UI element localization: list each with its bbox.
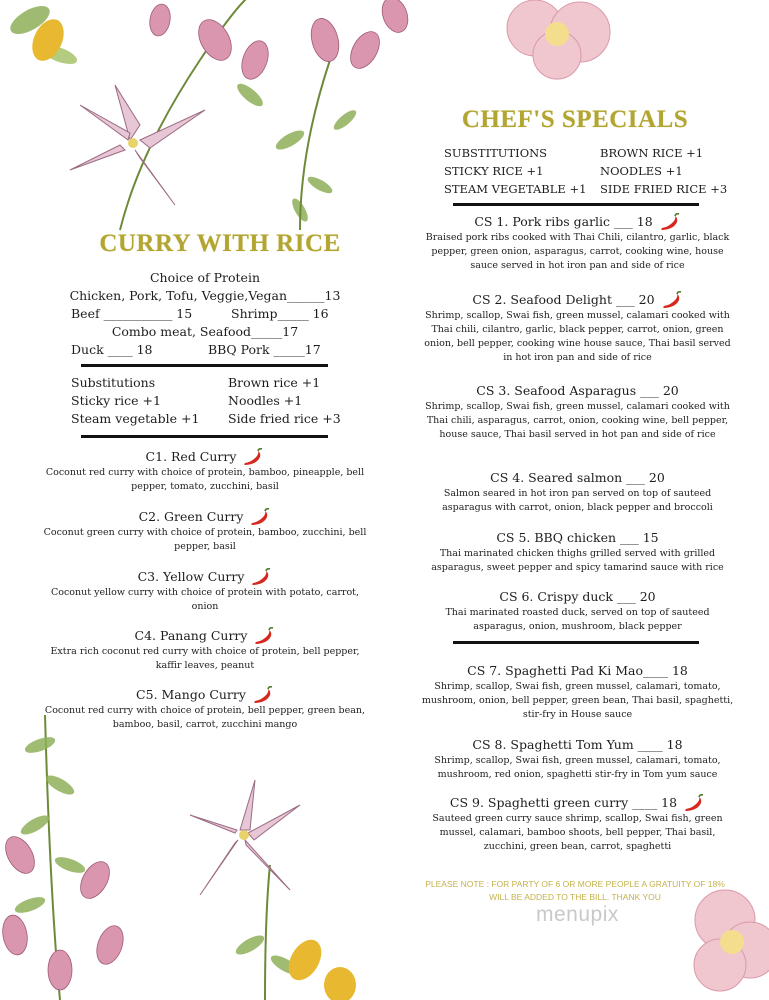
item-name-row [472,736,682,754]
menu-item-cs1 [420,211,735,273]
botanical-illustration-top [0,0,420,250]
item-name: CS 7. Spaghetti Pad Ki Mao____ 18 [467,663,688,678]
divider-chef-2 [453,641,699,644]
item-description: Extra rich coconut red curry with choice of protein, bell pepper, kaffir leaves, peanut [50,646,360,671]
item-description: Sauteed green curry sauce shrimp, scallop, Swai fish, green mussel, calamari, bamboo shoots, bell pepper, Thai basil, zucchini, green bean, carrot, spaghetti [432,813,723,852]
menu-item-c4 [40,625,370,673]
menu-item-cs6 [420,586,735,634]
menu-item-cs3 [420,380,735,442]
item-name-row [146,448,265,466]
item-description: Thai marinated roasted duck, served on top of sauteed asparagus, onion, mushroom, black pepper [445,607,710,632]
sub-right: BROWN RICE +1 [600,146,704,160]
menu-item-c3 [40,566,370,614]
item-name-row [467,662,688,680]
chef-section-title: CHEF'S SPECIALS [461,106,689,133]
item-name: C3. Yellow Curry [137,569,245,584]
item-description: Coconut yellow curry with choice of protein with potato, carrot, onion [50,587,360,612]
item-name: C4. Panang Curry [134,628,248,643]
item-description: Shrimp, scallop, Swai fish, green mussel, calamari, tomato, mushroom, red onion, spaghetti stir-fry in Tom yum sauce [434,755,721,780]
sub-right: Side fried rice +3 [228,411,341,426]
item-name: CS 8. Spaghetti Tom Yum ____ 18 [472,737,683,752]
item-description: Shrimp, scallop, Swai fish, green mussel, calamari, tomato, mushroom, onion, bell pepper, green bean, Thai basil, spaghetti, stir-fry in House sauce [421,681,734,720]
item-name-row [474,213,680,231]
item-description: Coconut red curry with choice of protein, bamboo, pineapple, bell pepper, tomato, zucchini, basil [45,467,365,492]
item-name-row [476,382,678,400]
item-name: C1. Red Curry [145,449,237,464]
menu-item-cs2 [420,289,735,365]
sub-right: Noodles +1 [228,393,303,408]
item-name-row [139,508,272,526]
duck-price: Duck ____ 18 [71,342,153,357]
item-name: CS 5. BBQ chicken ___ 15 [496,530,659,545]
item-description: Shrimp, scallop, Swai fish, green mussel, calamari cooked with Thai chili, asparagus, carrot, onion, cooking wine, bell pepper, house sauce, Thai basil served in hot pan and side of rice [425,401,730,440]
item-description: Salmon seared in hot iron pan served on top of sauteed asparagus with carrot, onion, black pepper and broccoli [442,488,713,513]
shrimp-price: Shrimp_____ 16 [231,306,329,321]
sub-left: Sticky rice +1 [71,393,161,408]
menu-item-cs8 [420,734,735,782]
protein-heading: Choice of Protein [149,270,261,285]
sub-left: Substitutions [71,375,156,390]
sub-left: STEAM VEGETABLE +1 [444,182,587,196]
combo-price: Combo meat, Seafood_____17 [111,324,299,339]
divider-curry-1 [81,364,328,367]
sub-left: STICKY RICE +1 [444,164,544,178]
item-name: CS 3. Seafood Asparagus ___ 20 [476,383,679,398]
rose-illustration-top-right [495,0,625,80]
curry-substitutions [71,374,368,428]
chili-pepper-icon [252,686,274,704]
item-name-row [490,469,665,487]
bbq-pork-price: BBQ Pork _____17 [208,342,321,357]
item-name-row [138,568,273,586]
curry-section-title: CURRY WITH RICE [99,230,341,257]
item-name-row [499,588,655,606]
protein-line-chicken: Chicken, Pork, Tofu, Veggie,Vegan______13 [69,288,341,303]
chili-pepper-icon [250,568,272,586]
chili-pepper-icon [253,627,275,645]
item-description: Braised pork ribs cooked with Thai Chili, cilantro, garlic, black pepper, green onion, asparagus, carrot, cooking wine, house sauce served in hot iron pan and side of rice [425,232,730,271]
item-description: Coconut red curry with choice of protein, bell pepper, green bean, bamboo, basil, carrot, zucchini mango [44,705,366,730]
chili-pepper-icon [683,794,705,812]
sub-right: Brown rice +1 [228,375,321,390]
item-description: Thai marinated chicken thighs grilled served with grilled asparagus, sweet pepper and spicy tamarind sauce with rice [431,548,724,573]
item-name: CS 2. Seafood Delight ___ 20 [472,292,655,307]
sub-right: SIDE FRIED RICE +3 [600,182,728,196]
beef-price: Beef ___________ 15 [71,306,193,321]
gratuity-note: PLEASE NOTE : FOR PARTY OF 6 OR MORE PEOPLE A GRATUITY OF 18% WILL BE ADDED TO THE BILL. THANK YOU [425,879,725,902]
item-name: CS 6. Crispy duck ___ 20 [499,589,656,604]
sub-right: NOODLES +1 [600,164,683,178]
botanical-illustration-bottom [0,715,370,1000]
item-name-row [496,529,658,547]
menu-item-cs9 [420,792,735,854]
item-description: Shrimp, scallop, Swai fish, green mussel, calamari cooked with Thai chili, cilantro, garlic, black pepper, carrot, onion, green onion, bell pepper, cooking wine house sauce, Thai basil served in hot iron pan and side of rice [424,310,731,363]
item-name-row [136,686,274,704]
chili-pepper-icon [661,291,683,309]
item-name: CS 1. Pork ribs garlic ___ 18 [474,214,653,229]
menu-item-cs7 [420,660,735,722]
menu-item-c2 [40,506,370,554]
chili-pepper-icon [242,448,264,466]
divider-chef-1 [453,203,699,206]
sub-left: SUBSTITUTIONS [444,146,548,160]
chili-pepper-icon [659,213,681,231]
item-name-row [450,794,705,812]
menu-item-c1 [40,446,370,494]
item-name: CS 4. Seared salmon ___ 20 [490,470,665,485]
item-description: Coconut green curry with choice of protein, bamboo, zucchini, bell pepper, basil [43,527,367,552]
menu-item-c5 [40,684,370,732]
item-name: C2. Green Curry [138,509,244,524]
menu-item-cs4 [420,467,735,515]
sub-left: Steam vegetable +1 [71,411,200,426]
item-name: CS 9. Spaghetti green curry ____ 18 [449,795,678,810]
chili-pepper-icon [249,508,271,526]
item-name: C5. Mango Curry [136,687,246,702]
menu-item-cs5 [420,527,735,575]
divider-curry-2 [81,435,328,438]
item-name-row [135,627,276,645]
watermark: menupix [536,903,619,926]
item-name-row [472,291,682,309]
chef-substitutions [444,144,730,198]
